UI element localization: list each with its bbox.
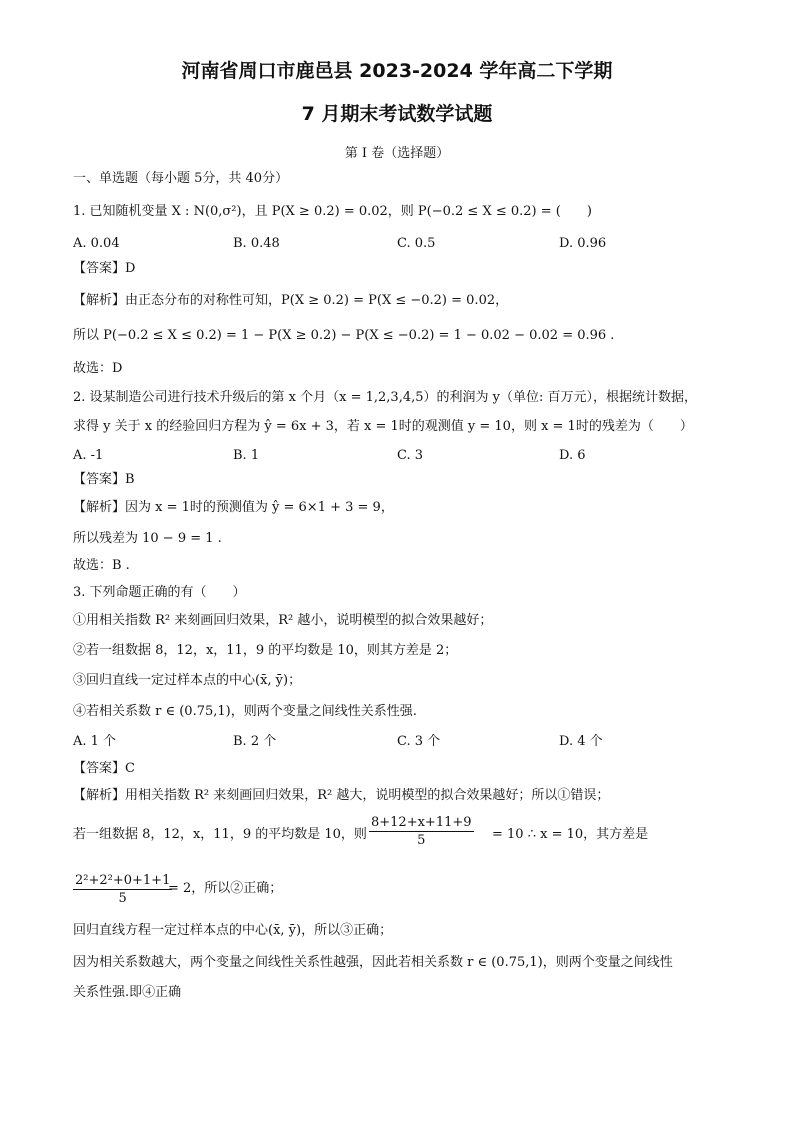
volume-label: 第 I 卷（选择题） bbox=[344, 146, 450, 161]
q2-option-d: D. 6 bbox=[559, 448, 586, 463]
q2-answer: 【答案】B bbox=[73, 472, 135, 487]
q1-analysis-2: 所以 P(−0.2 ≤ X ≤ 0.2) = 1 − P(X ≥ 0.2) − P(X ≤ −0.2) = 1 − 0.02 − 0.02 = 0.96 . bbox=[73, 328, 615, 343]
q2-analysis-1: 【解析】因为 x = 1时的预测值为 ŷ = 6×1 + 3 = 9， bbox=[73, 500, 394, 515]
q3-option-a: A. 1 个 bbox=[73, 734, 117, 749]
q3-item-2: ②若一组数据 8，12，x，11，9 的平均数是 10，则其方差是 2； bbox=[73, 643, 458, 658]
q3-analysis-1: 【解析】用相关指数 R² 来刻画回归效果，R² 越大，说明模型的拟合效果越好；所以①错误； bbox=[73, 788, 610, 803]
q3-analysis-3b: = 2，所以②正确； bbox=[168, 881, 283, 896]
q3-analysis-6: 关系性强.即④正确 bbox=[73, 985, 182, 1000]
q1-option-b: B. 0.48 bbox=[233, 236, 280, 251]
q2-option-c: C. 3 bbox=[397, 448, 424, 463]
q1-answer: 【答案】D bbox=[73, 261, 136, 276]
q2-choice: 故选：B . bbox=[73, 558, 130, 573]
q3-variance-fraction-denominator: 5 bbox=[118, 891, 127, 906]
q3-stem: 3. 下列命题正确的有（ ） bbox=[73, 585, 246, 600]
title-line-1: 河南省周口市鹿邑县 2023-2024 学年高二下学期 bbox=[181, 60, 613, 82]
q1-analysis-1: 【解析】由正态分布的对称性可知，P(X ≥ 0.2) = P(X ≤ −0.2) = 0.02， bbox=[73, 293, 509, 308]
q1-option-c: C. 0.5 bbox=[397, 236, 436, 251]
title-line-2: 7 月期末考试数学试题 bbox=[301, 103, 493, 125]
q3-mean-fraction-denominator: 5 bbox=[417, 833, 426, 848]
q3-analysis-2b: = 10 ∴ x = 10，其方差是 bbox=[492, 827, 649, 842]
q3-item-1: ①用相关指数 R² 来刻画回归效果，R² 越小，说明模型的拟合效果越好； bbox=[73, 613, 493, 628]
q3-option-b: B. 2 个 bbox=[233, 734, 277, 749]
q3-analysis-2a: 若一组数据 8，12，x，11，9 的平均数是 10，则 bbox=[73, 827, 367, 842]
q3-mean-fraction-numerator: 8+12+x+11+9 bbox=[371, 815, 472, 830]
q3-item-4: ④若相关系数 r ∈ (0.75,1)，则两个变量之间线性关系性强. bbox=[73, 704, 417, 719]
q2-option-a: A. -1 bbox=[73, 448, 104, 463]
q3-mean-fraction bbox=[369, 814, 474, 849]
q1-option-a: A. 0.04 bbox=[73, 236, 120, 251]
q1-stem: 1. 已知随机变量 X : N(0,σ²)，且 P(X ≥ 0.2) = 0.02，则 P(−0.2 ≤ X ≤ 0.2) = ( ) bbox=[73, 204, 592, 219]
q3-variance-fraction bbox=[73, 872, 172, 907]
q3-analysis-5: 因为相关系数越大，两个变量之间线性关系性越强，因此若相关系数 r ∈ (0.75,1)，则两个变量之间线性 bbox=[73, 955, 673, 970]
q1-choice: 故选：D bbox=[73, 361, 123, 376]
section-heading: 一、单选题（每小题 5分，共 40分） bbox=[73, 171, 289, 186]
q3-variance-fraction-numerator: 2²+2²+0+1+1 bbox=[75, 873, 171, 888]
q2-analysis-2: 所以残差为 10 − 9 = 1 . bbox=[73, 531, 222, 546]
q2-stem-1: 2. 设某制造公司进行技术升级后的第 x 个月（x = 1,2,3,4,5）的利润为 y（单位: 百万元），根据统计数据， bbox=[73, 390, 697, 405]
q2-stem-2: 求得 y 关于 x 的经验回归方程为 ŷ = 6x + 3，若 x = 1时的观测值 y = 10，则 x = 1时的残差为（ ） bbox=[73, 419, 693, 434]
q2-option-b: B. 1 bbox=[233, 448, 260, 463]
q3-option-d: D. 4 个 bbox=[559, 734, 603, 749]
q3-option-c: C. 3 个 bbox=[397, 734, 441, 749]
q1-option-d: D. 0.96 bbox=[559, 236, 607, 251]
q3-analysis-4: 回归直线方程一定过样本点的中心(x̄, ȳ)，所以③正确； bbox=[73, 923, 393, 938]
q3-answer: 【答案】C bbox=[73, 761, 135, 776]
q3-item-3: ③回归直线一定过样本点的中心(x̄, ȳ)； bbox=[73, 673, 302, 688]
